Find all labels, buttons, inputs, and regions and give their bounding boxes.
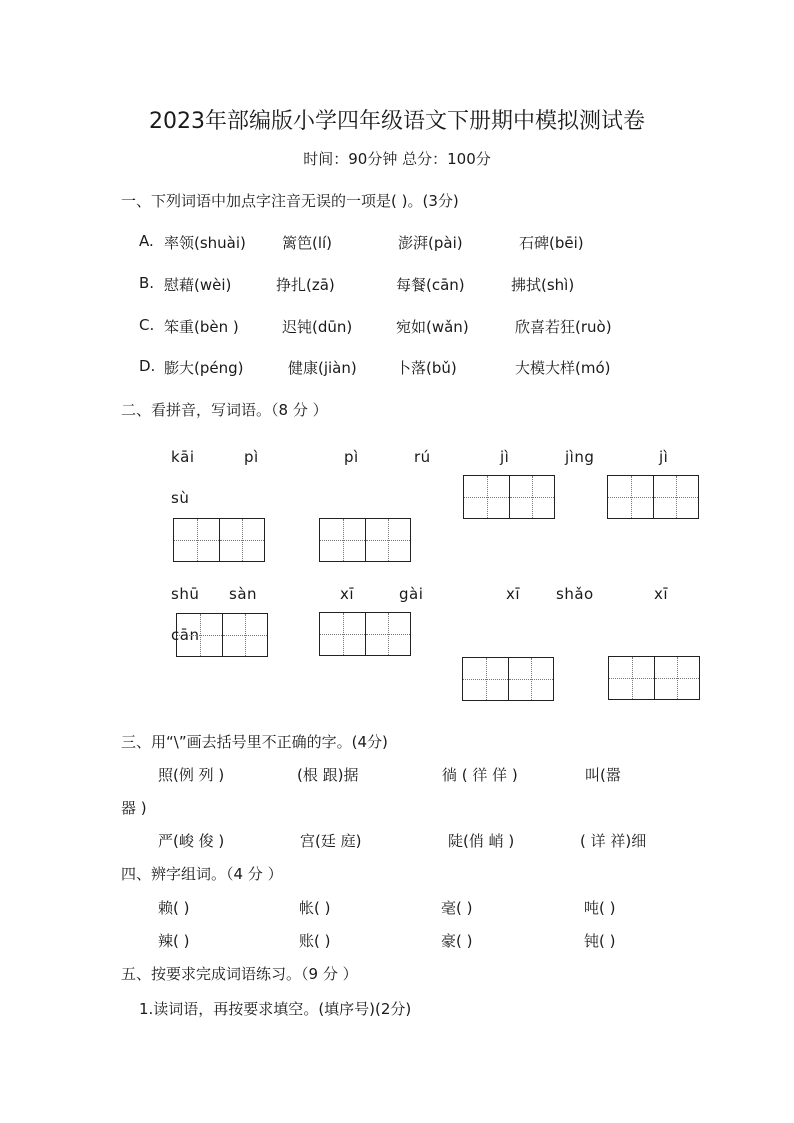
q3-heading: 三、用“\”画去括号里不正确的字。(4分): [121, 733, 388, 751]
option-word: 笨重(bèn ): [164, 318, 239, 336]
option-word: 慰藉(wèi): [164, 276, 232, 294]
pinyin: pì: [244, 448, 259, 466]
pinyin: xī: [506, 585, 521, 603]
q3-item: 严(峻 俊 ): [158, 832, 225, 850]
q3-item: (根 跟)据: [297, 766, 359, 784]
option-word: 每餐(cān): [396, 276, 465, 294]
option-word: 宛如(wǎn): [396, 318, 469, 336]
q3-item: 宫(廷 庭): [300, 832, 362, 850]
answer-grid[interactable]: [463, 475, 555, 519]
option-label: D.: [139, 357, 156, 375]
q3-item: ( 详 祥)细: [580, 832, 647, 850]
option-word: 率领(shuài): [164, 234, 246, 252]
pinyin: sàn: [229, 585, 258, 603]
q3-item: 叫(嚣: [585, 766, 621, 784]
exam-info: 时间：90分钟 总分：100分: [303, 150, 491, 168]
q4-item: 钝( ): [584, 932, 616, 950]
option-word: 拂拭(shì): [511, 276, 575, 294]
answer-grid[interactable]: [607, 475, 699, 519]
q3-item: 陡(俏 峭 ): [448, 832, 515, 850]
pinyin: jì: [659, 448, 669, 466]
option-label: B.: [139, 274, 155, 292]
answer-grid[interactable]: [608, 656, 700, 700]
option-word: 挣扎(zā): [276, 276, 335, 294]
pinyin: sù: [171, 489, 190, 507]
option-word: 大模大样(mó): [515, 359, 611, 377]
q4-item: 豪( ): [441, 932, 473, 950]
q4-item: 帐( ): [299, 899, 331, 917]
option-word: 欣喜若狂(ruò): [515, 318, 612, 336]
answer-grid[interactable]: [462, 657, 554, 701]
pinyin: shǎo: [556, 585, 594, 603]
option-word: 迟钝(dūn): [282, 318, 353, 336]
answer-grid[interactable]: [173, 518, 265, 562]
q5-heading: 五、按要求完成词语练习。（9 分 ）: [121, 965, 358, 983]
option-word: 卜落(bǔ): [396, 359, 457, 377]
q5-subquestion: 1.读词语，再按要求填空。(填序号)(2分): [139, 1000, 412, 1018]
q4-item: 毫( ): [441, 899, 473, 917]
pinyin: rú: [414, 448, 431, 466]
q3-item: 徜 ( 徉 佯 ): [442, 766, 518, 784]
answer-grid[interactable]: [176, 613, 268, 657]
pinyin: shū: [171, 585, 200, 603]
pinyin: jì: [500, 448, 510, 466]
pinyin: xī: [340, 585, 355, 603]
q2-heading: 二、看拼音，写词语。（8 分 ）: [121, 401, 328, 419]
pinyin: jìng: [565, 448, 595, 466]
option-word: 石碑(bēi): [519, 234, 584, 252]
pinyin: pì: [344, 448, 359, 466]
page-title: 2023年部编版小学四年级语文下册期中模拟测试卷: [149, 109, 645, 134]
q3-item: 器 ): [121, 799, 147, 817]
pinyin: kāi: [171, 448, 195, 466]
q4-item: 赖( ): [158, 899, 190, 917]
pinyin: cān: [171, 626, 200, 644]
option-word: 膨大(péng): [164, 359, 244, 377]
q3-item: 照(例 列 ): [158, 766, 225, 784]
answer-grid[interactable]: [319, 612, 411, 656]
answer-grid[interactable]: [319, 518, 411, 562]
pinyin: gài: [399, 585, 424, 603]
option-label: A.: [139, 232, 154, 250]
q4-item: 辣( ): [158, 932, 190, 950]
option-word: 健康(jiàn): [288, 359, 357, 377]
option-word: 篱笆(lí): [282, 234, 333, 252]
q4-item: 账( ): [299, 932, 331, 950]
pinyin: xī: [654, 585, 669, 603]
q4-heading: 四、辨字组词。（4 分 ）: [121, 865, 283, 883]
q4-item: 吨( ): [584, 899, 616, 917]
option-label: C.: [139, 316, 155, 334]
option-word: 澎湃(pài): [398, 234, 463, 252]
q1-heading: 一、下列词语中加点字注音无误的一项是( )。(3分): [121, 192, 459, 210]
